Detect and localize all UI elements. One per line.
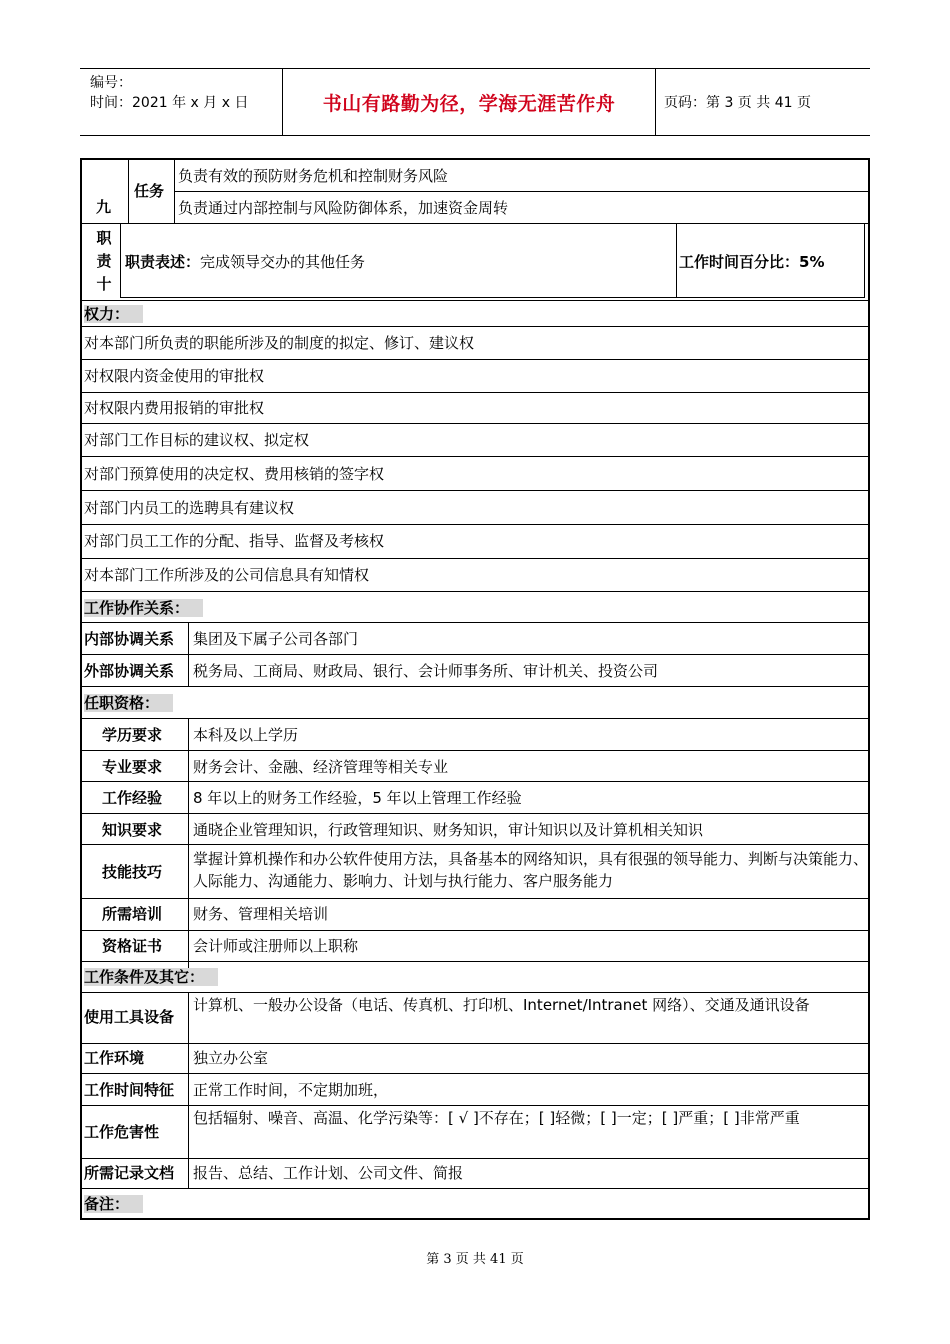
cond-label: 工作环境 [84,1049,145,1067]
header-page: 页码：第 3 页 共 41 页 [664,95,811,111]
qual-value: 本科及以上学历 [193,726,299,744]
cond-value: 计算机、一般办公设备（电话、传真机、打印机、Internet/Intranet 网络）、交通及通讯设备 [193,996,810,1014]
cond-label: 使用工具设备 [84,1008,175,1026]
qual-label: 专业要求 [102,758,163,776]
authority-item: 对部门工作目标的建议权、拟定权 [84,431,310,449]
conditions-title: 工作条件及其它： [82,966,218,988]
doc-code: 编号： [90,75,132,91]
external-relation-label: 外部协调关系 [84,662,175,680]
page-header [80,68,870,136]
page-footer: 第 3 页 共 41 页 [426,1252,524,1267]
header-motto: 书山有路勤为径，学海无涯苦作舟 [282,69,656,135]
external-relation-value: 税务局、工商局、财政局、银行、会计师事务所、审计机关、投资公司 [193,662,659,680]
doc-time: 时间：2021 年 x 月 x 日 [90,95,249,111]
remarks-title: 备注： [82,1193,143,1215]
cond-value: 正常工作时间，不定期加班， [193,1081,389,1099]
header-meta [80,69,282,135]
qual-value: 财务、管理相关培训 [193,905,329,923]
duty10-time-percent: 工作时间百分比：5% [679,253,825,271]
qual-label: 技能技巧 [102,863,163,881]
duty9-number: 九 [96,198,112,216]
qual-label: 所需培训 [102,905,163,923]
authority-item: 对本部门工作所涉及的公司信息具有知情权 [84,566,370,584]
authority-item: 对权限内费用报销的审批权 [84,399,265,417]
qual-label: 学历要求 [102,726,163,744]
authority-item: 对权限内资金使用的审批权 [84,367,265,385]
job-description-table [80,158,870,1220]
authority-item: 对部门员工工作的分配、指导、监督及考核权 [84,532,385,550]
authority-item: 对部门预算使用的决定权、费用核销的签字权 [84,465,385,483]
relations-title: 工作协作关系： [82,597,203,619]
duty9-task-label: 任务 [134,182,165,200]
cond-value: 报告、总结、工作计划、公司文件、简报 [193,1164,464,1182]
duty9-task-1: 负责有效的预防财务危机和控制财务风险 [178,167,449,185]
duty10-description: 职责表述：完成领导交办的其他任务 [125,253,366,271]
qual-label: 知识要求 [102,821,163,839]
qual-value: 通晓企业管理知识，行政管理知识、财务知识，审计知识以及计算机相关知识 [193,821,704,839]
qual-value: 掌握计算机操作和办公软件使用方法，具备基本的网络知识，具有很强的领导能力、判断与决策能力、人际能力、沟通能力、影响力、计划与执行能力、客户服务能力 [193,850,869,890]
cond-label: 工作危害性 [84,1123,160,1141]
duty10-label: 职 责 十 [96,229,112,293]
qual-value: 会计师或注册师以上职称 [193,937,359,955]
internal-relation-value: 集团及下属子公司各部门 [193,630,359,648]
cond-value: 独立办公室 [193,1049,269,1067]
duty9-task-2: 负责通过内部控制与风险防御体系，加速资金周转 [178,199,509,217]
authority-item: 对部门内员工的选聘具有建议权 [84,499,295,517]
internal-relation-label: 内部协调关系 [84,630,175,648]
authority-title: 权力： [82,303,143,325]
authority-item: 对本部门所负责的职能所涉及的制度的拟定、修订、建议权 [84,334,475,352]
cond-value: 包括辐射、噪音、高温、化学污染等：[ √ ]不存在；[ ]轻微；[ ]一定；[ ]严重；[ ]非常严重 [193,1109,800,1127]
qual-value: 财务会计、金融、经济管理等相关专业 [193,758,449,776]
cond-label: 工作时间特征 [84,1081,175,1099]
qual-value: 8 年以上的财务工作经验，5 年以上管理工作经验 [193,789,522,807]
cond-label: 所需记录文档 [84,1164,175,1182]
qualifications-title: 任职资格： [82,692,173,714]
qual-label: 资格证书 [102,937,163,955]
qual-label: 工作经验 [102,789,163,807]
